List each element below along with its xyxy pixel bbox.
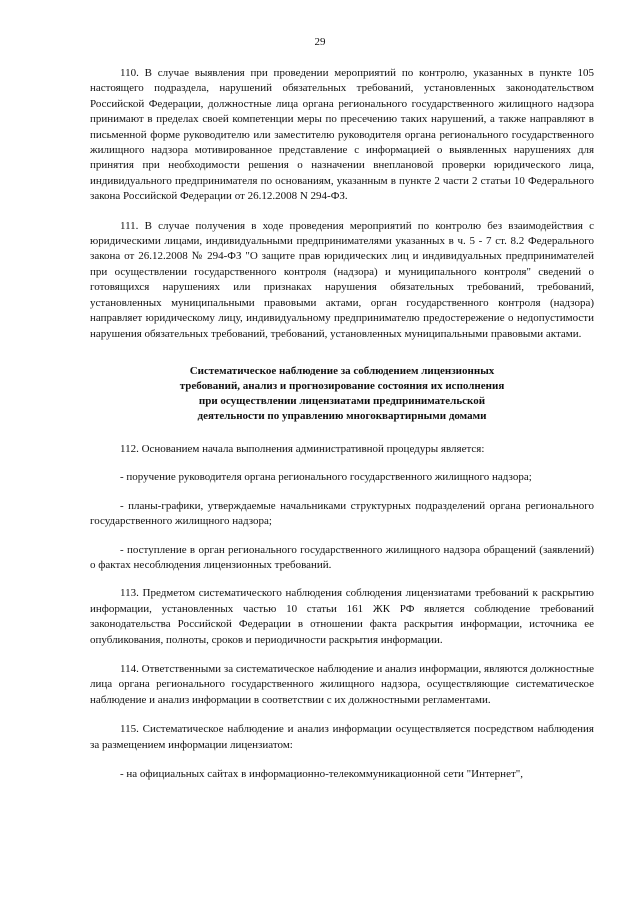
- list-item-complaints: - поступление в орган регионального государственного жилищного надзора обращений (заявлений) о фактах несоблюдения лицензионных требований.: [90, 543, 594, 571]
- paragraph-114: 114. Ответственными за систематическое наблюдение и анализ информации, являются должностные лица органа регионального государственного жилищного надзора, осуществляющие систематическое наблюдение и анализ информации в соответствии с их должностными регламентами.: [90, 662, 594, 706]
- section-heading-line: деятельности по управлению многоквартирными домами: [197, 409, 487, 422]
- paragraph-113: 113. Предметом систематического наблюдения соблюдения лицензиатами требований к раскрытию информации, установленных частью 10 статьи 161 ЖК РФ является соблюдение требований законодательства Российской Федерации в отношении факта раскрытия информации, источника ее опубликования, полноты, сроков и периодичности раскрытия информации.: [90, 587, 594, 646]
- section-heading-line: при осуществлении лицензиатами предпринимательской: [198, 394, 486, 407]
- page-number: 29: [314, 36, 326, 48]
- paragraph-112: 112. Основанием начала выполнения административной процедуры является:: [120, 442, 485, 455]
- section-heading-line: требований, анализ и прогнозирование состояния их исполнения: [179, 379, 505, 392]
- paragraph-115: 115. Систематическое наблюдение и анализ информации осуществляется посредством наблюдения за размещением информации лицензиатом:: [90, 723, 594, 751]
- list-item-instruction: - поручение руководителя органа регионального государственного жилищного надзора;: [120, 471, 532, 484]
- paragraph-111: 111. В случае получения в ходе проведения мероприятий по контролю без взаимодействия с юридическими лицами, индивидуальными предпринимателями указанных в ч. 5 - 7 ст. 8.2 Федерального закона от 26.12.2008 № 294-ФЗ "О защите прав юридических лиц и индивидуальных предпринимателей при осуществлении государственного контроля (надзора) и муниципального контроля" сведений о готовящихся нарушениях или признаках нарушения обязательных требований, требований, установленных муниципальными правовыми актами, орган государственного контроля (надзора) направляет юридическому лицу, индивидуальному предпринимателю предостережение о недопустимости нарушения обязательных требований, требований, установленных муниципальными правовыми актами.: [90, 219, 594, 340]
- section-heading-line: Систематическое наблюдение за соблюдением лицензионных: [189, 364, 495, 377]
- section-heading: [90, 364, 594, 424]
- list-item-schedules: - планы-графики, утверждаемые начальниками структурных подразделений органа регионального государственного жилищного надзора;: [90, 499, 594, 528]
- document-body: [90, 66, 594, 796]
- paragraph-110: 110. В случае выявления при проведении мероприятий по контролю, указанных в пункте 105 настоящего подраздела, нарушений обязательных требований, установленных законодательством Российской Федерации, должностные лица органа регионального государственного жилищного надзора принимают в пределах своей компетенции меры по пресечению таких нарушений, а также направляют в письменной форме руководителю или заместителю руководителя органа регионального государственного жилищного надзора мотивированное представление с информацией о выявленных нарушениях для принятия при необходимости решения о назначении внеплановой проверки юридического лица, индивидуального предпринимателя по основаниям, указанным в пункте 2 части 2 статьи 10 Федерального закона Российской Федерации от 26.12.2008 N 294-ФЗ.: [90, 67, 594, 203]
- list-item-websites: - на официальных сайтах в информационно-телекоммуникационной сети "Интернет",: [120, 768, 523, 780]
